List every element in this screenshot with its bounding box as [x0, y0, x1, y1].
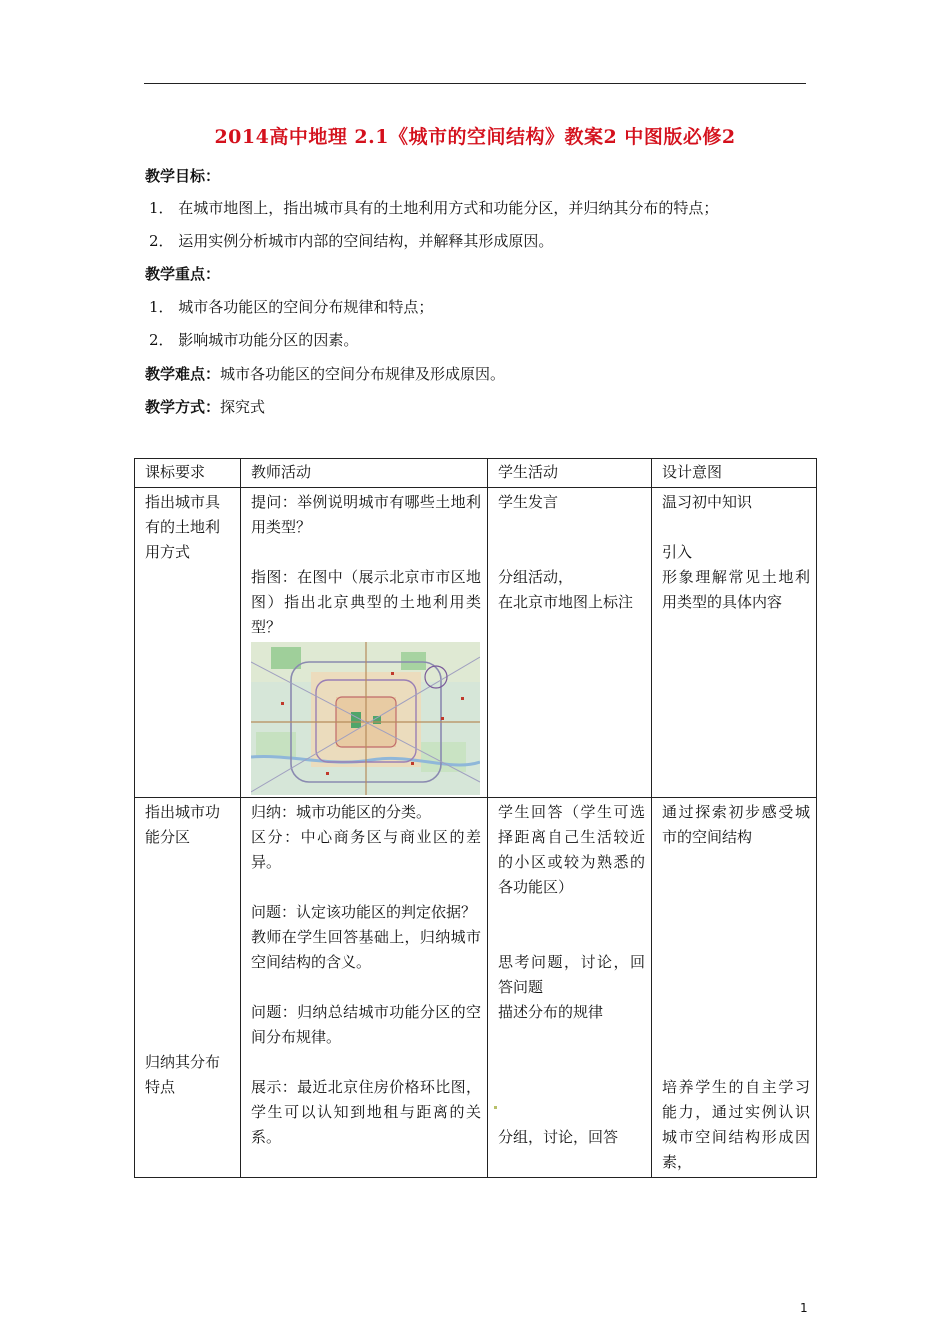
teacher-map-task: 指图：在图中（展示北京市市区地图）指出北京典型的土地利用类型？	[251, 568, 481, 636]
teacher-question: 提问：举例说明城市有哪些土地利用类型？	[251, 493, 481, 536]
cell-design-intent	[652, 798, 817, 1178]
teacher-question: 问题：归纳总结城市功能分区的空间分布规律。	[251, 1003, 481, 1046]
student-group: 分组活动，	[498, 568, 574, 586]
key-point-1: 1． 城市各功能区的空间分布规律和特点；	[149, 298, 434, 316]
header-teacher-activity: 教师活动	[241, 459, 488, 488]
student-answer: 学生回答（学生可选择距离自己生活较近的小区或较为熟悉的各功能区）	[498, 803, 645, 896]
requirement-text: 指出城市功能分区	[145, 803, 221, 846]
teacher-distinguish: 区分：中心商务区与商业区的差异。	[251, 828, 481, 871]
cell-student-activity	[488, 488, 652, 798]
teacher-question: 问题：认定该功能区的判定依据？	[251, 903, 477, 921]
difficulty-label: 教学难点：	[145, 365, 221, 383]
header-student-activity: 学生活动	[488, 459, 652, 488]
teacher-show: 展示：最近北京住房价格环比图，学生可以认知到地租与距离的关系。	[251, 1078, 481, 1146]
objective-2: 2． 运用实例分析城市内部的空间结构，并解释其形成原因。	[149, 232, 554, 250]
student-label-map: 在北京市地图上标注	[498, 593, 634, 611]
beijing-map-image	[251, 642, 480, 795]
document-title: 2014高中地理 2.1《城市的空间结构》教案2 中图版必修2	[214, 126, 736, 148]
teacher-conclude: 教师在学生回答基础上，归纳城市空间结构的含义。	[251, 928, 481, 971]
cell-requirement	[135, 488, 241, 798]
method-line	[145, 397, 265, 417]
header-design-intent: 设计意图	[652, 459, 817, 488]
cell-teacher-activity	[241, 798, 488, 1178]
cell-design-intent	[652, 488, 817, 798]
student-discuss: 思考问题，讨论，回答问题	[498, 953, 645, 996]
table-row	[135, 488, 817, 798]
requirement-text: 归纳其分布特点	[145, 1053, 221, 1096]
teacher-summary: 归纳：城市功能区的分类。	[251, 803, 432, 821]
objectives-heading: 教学目标：	[145, 167, 221, 185]
difficulty-text: 城市各功能区的空间分布规律及形成原因。	[220, 365, 506, 383]
student-describe: 描述分布的规律	[498, 1003, 604, 1021]
design-review: 温习初中知识	[662, 493, 753, 511]
stray-mark	[494, 1106, 497, 1109]
table-header-row	[135, 459, 817, 488]
key-points-heading: 教学重点：	[145, 265, 221, 283]
cell-student-activity	[488, 798, 652, 1178]
key-point-2: 2． 影响城市功能分区的因素。	[149, 331, 359, 349]
design-explore: 通过探索初步感受城市的空间结构	[662, 803, 810, 846]
difficulty-line	[145, 364, 505, 384]
cell-requirement	[135, 798, 241, 1178]
requirement-text: 指出城市具有的土地利用方式	[145, 493, 221, 561]
header-requirement: 课标要求	[135, 459, 241, 488]
design-cultivate: 培养学生的自主学习能力，通过实例认识城市空间结构形成因素，	[662, 1078, 810, 1171]
student-group-discuss: 分组，讨论，回答	[498, 1128, 619, 1146]
objective-1: 1． 在城市地图上，指出城市具有的土地利用方式和功能分区，并归纳其分布的特点；	[149, 199, 719, 217]
design-intro: 引入	[662, 543, 693, 561]
header-rule	[144, 83, 806, 84]
design-understand: 形象理解常见土地利用类型的具体内容	[662, 568, 810, 611]
method-text: 探究式	[220, 398, 266, 416]
cell-teacher-activity	[241, 488, 488, 798]
method-label: 教学方式：	[145, 398, 221, 416]
student-speak: 学生发言	[498, 493, 559, 511]
table-row	[135, 798, 817, 1178]
lesson-plan-table	[134, 458, 817, 1178]
page-number: 1	[800, 1301, 808, 1315]
